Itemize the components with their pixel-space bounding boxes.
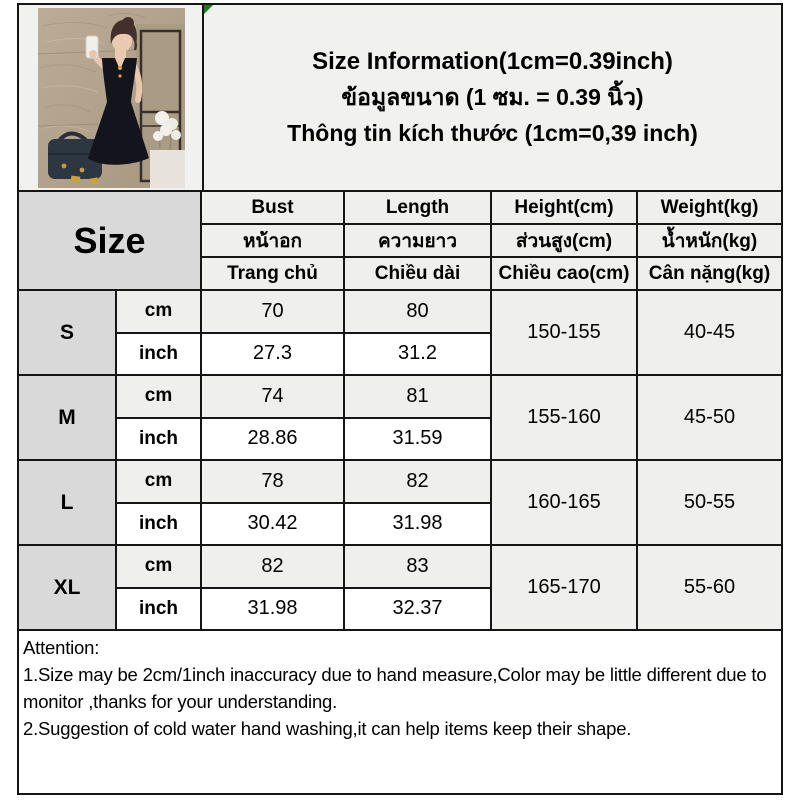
attention-heading: Attention:: [23, 637, 100, 658]
size-label-l: L: [19, 461, 117, 546]
m-bust-inch: 28.86: [202, 419, 345, 462]
col-header-weight-th: น้ำหนัก(kg): [638, 225, 781, 258]
attention-note-1: 1.Size may be 2cm/1inch inaccuracy due to hand measure,Color may be little different due to monitor ,thanks for your understanding.: [23, 664, 767, 712]
m-bust-cm: 74: [202, 376, 345, 419]
unit-inch: inch: [117, 334, 202, 377]
title-thai: ข้อมูลขนาด (1 ซม. = 0.39 นิ้ว): [341, 84, 644, 110]
xl-length-cm: 83: [345, 546, 492, 589]
m-weight: 45-50: [638, 376, 781, 461]
col-header-length-th: ความยาว: [345, 225, 492, 258]
size-table: [19, 190, 781, 631]
size-label-xl: XL: [19, 546, 117, 631]
m-height: 155-160: [492, 376, 638, 461]
content-frame: [17, 3, 783, 795]
l-length-inch: 31.98: [345, 504, 492, 547]
m-length-cm: 81: [345, 376, 492, 419]
col-header-height-th: ส่วนสูง(cm): [492, 225, 638, 258]
s-bust-inch: 27.3: [202, 334, 345, 377]
unit-inch: inch: [117, 419, 202, 462]
col-header-height-vi: Chiều cao(cm): [492, 258, 638, 291]
m-length-inch: 31.59: [345, 419, 492, 462]
title-block: [204, 5, 781, 190]
xl-height: 165-170: [492, 546, 638, 631]
unit-inch: inch: [117, 504, 202, 547]
xl-bust-cm: 82: [202, 546, 345, 589]
product-photo-mirror-selfie: [38, 8, 185, 188]
size-label-m: M: [19, 376, 117, 461]
col-header-length-en: Length: [345, 192, 492, 225]
unit-inch: inch: [117, 589, 202, 632]
green-corner-marker-icon: [204, 5, 213, 14]
xl-bust-inch: 31.98: [202, 589, 345, 632]
l-bust-cm: 78: [202, 461, 345, 504]
col-header-bust-en: Bust: [202, 192, 345, 225]
col-header-height-en: Height(cm): [492, 192, 638, 225]
unit-cm: cm: [117, 376, 202, 419]
unit-cm: cm: [117, 546, 202, 589]
col-header-weight-vi: Cân nặng(kg): [638, 258, 781, 291]
col-header-weight-en: Weight(kg): [638, 192, 781, 225]
unit-cm: cm: [117, 461, 202, 504]
size-label-s: S: [19, 291, 117, 376]
s-weight: 40-45: [638, 291, 781, 376]
col-header-length-vi: Chiều dài: [345, 258, 492, 291]
l-bust-inch: 30.42: [202, 504, 345, 547]
s-length-inch: 31.2: [345, 334, 492, 377]
l-weight: 50-55: [638, 461, 781, 546]
s-height: 150-155: [492, 291, 638, 376]
unit-cm: cm: [117, 291, 202, 334]
col-header-bust-th: หน้าอก: [202, 225, 345, 258]
xl-length-inch: 32.37: [345, 589, 492, 632]
s-length-cm: 80: [345, 291, 492, 334]
size-header-cell: Size: [19, 192, 202, 291]
xl-weight: 55-60: [638, 546, 781, 631]
l-height: 160-165: [492, 461, 638, 546]
col-header-bust-vi: Trang chủ: [202, 258, 345, 291]
title-english: Size Information(1cm=0.39inch): [312, 48, 673, 75]
attention-section: [19, 631, 781, 793]
photo-cell: [19, 5, 204, 190]
l-length-cm: 82: [345, 461, 492, 504]
header-band: [19, 5, 781, 190]
attention-note-2: 2.Suggestion of cold water hand washing,it can help items keep their shape.: [23, 718, 632, 739]
s-bust-cm: 70: [202, 291, 345, 334]
title-vietnamese: Thông tin kích thước (1cm=0,39 inch): [287, 120, 698, 146]
